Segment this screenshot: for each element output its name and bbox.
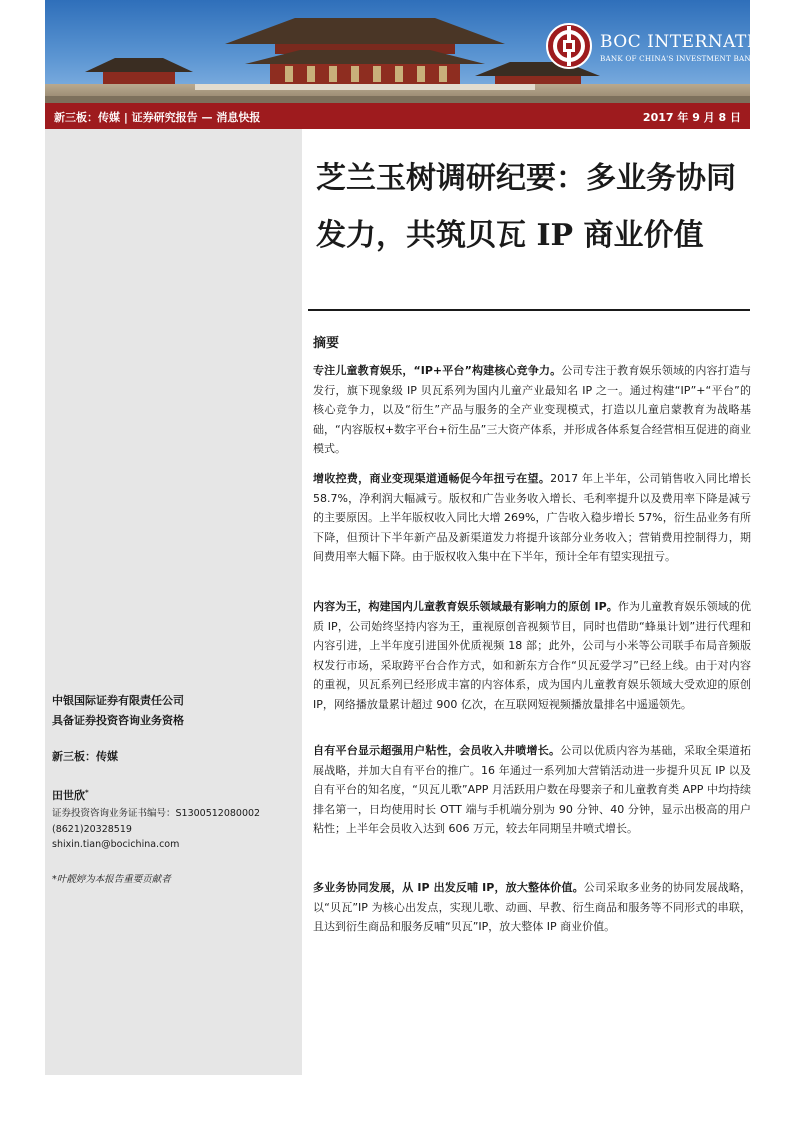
brand-name: BOC INTERNATIONAL — [600, 32, 808, 52]
summary-heading: 摘要 — [313, 336, 340, 351]
analyst-phone: (8621)20328519 — [52, 823, 132, 835]
company-name: 中银国际证券有限责任公司 — [52, 694, 184, 707]
category-bar — [45, 103, 750, 129]
section-lead: 增收控费，商业变现渠道通畅促今年扭亏在望。 — [313, 472, 551, 485]
contributor-note: *叶靓婷为本报告重要贡献者 — [52, 874, 171, 885]
summary-section — [313, 469, 751, 567]
sidebar — [45, 129, 302, 1075]
summary-section — [313, 597, 751, 714]
section-body: 公司专注于教育娱乐领域的内容打造与发行，旗下现象级 IP 贝瓦系列为国内儿童产业最知名 IP 之一。通过构建“IP”+“平台”的核心竞争力，以及“衍生”产品与服务的全产业变现模式，打造以儿童启蒙教育为战略基础，“内容版权+数字平台+衍生品”三大资产体系，并形成各体系复合经营相互促进的商业模式。 — [313, 364, 751, 455]
analyst-name — [52, 787, 89, 803]
title-divider — [308, 309, 750, 311]
analyst-email[interactable]: shixin.tian@bocichina.com — [52, 839, 180, 850]
section-lead: 内容为王，构建国内儿童教育娱乐领域最有影响力的原创 IP。 — [313, 600, 618, 613]
summary-section — [313, 878, 751, 937]
summary-section — [313, 741, 751, 839]
summary-section — [313, 361, 751, 459]
company-qualification: 具备证券投资咨询业务资格 — [52, 714, 184, 727]
section-body: 2017 年上半年，公司销售收入同比增长 58.7%，净利润大幅减亏。版权和广告业务收入增长、毛利率提升以及费用率下降是减亏的主要原因。上半年版权收入同比大增 269%，广告收入稳步增长 57%，衍生品业务有所下降，但预计下半年新产品及新渠道发力将提升该部分业务收入；营销费用控制得力，期间费用率大幅下降。由于版权收入集中在下半年，预计全年有望实现扭亏。 — [313, 472, 751, 563]
analyst-license: 证券投资咨询业务证书编号：S1300512080002 — [52, 808, 261, 819]
section-body: 公司采取多业务的协同发展战略，以“贝瓦”IP 为核心出发点，实现儿歌、动画、早教、衍生商品和服务等不同形式的串联，且达到衍生商品和服务反哺“贝瓦”IP，放大整体 IP 商业价值。 — [313, 881, 752, 933]
boc-logo-icon — [545, 22, 593, 70]
sector-label: 新三板：传媒 — [52, 750, 118, 763]
section-lead: 多业务协同发展，从 IP 出发反哺 IP，放大整体价值。 — [313, 881, 584, 894]
analyst-name-text: 田世欣 — [52, 789, 85, 802]
company-info — [52, 691, 184, 731]
analyst-mark: * — [85, 788, 89, 797]
boc-logo — [545, 22, 808, 72]
brand-subtitle: BANK OF CHINA'S INVESTMENT BANKING GROUP — [600, 54, 804, 63]
section-body: 作为儿童教育娱乐领域的优质 IP，公司始终坚持内容为王，重视原创音视频节目，同时也借助“蜂巢计划”进行代理和内容引进，上半年度引进国外优质视频 18 部；此外，公司与小米等公司联手布局音频版权发行市场，采取跨平台合作方式，如和新东方合作“贝瓦爱学习”已经上线。由于对内容的重视，贝瓦系列已经形成丰富的内容体系，成为国内儿童教育娱乐领域大受欢迎的原创 IP，网络播放量累计超过 900 亿次，在互联网短视频播放量排名中遥遥领先。 — [313, 600, 752, 711]
report-date: 2017 年 9 月 8 日 — [642, 111, 741, 124]
analyst-contact — [52, 806, 260, 853]
section-lead: 自有平台显示超强用户粘性，会员收入井喷增长。 — [313, 744, 561, 757]
section-body: 公司以优质内容为基础，采取全渠道拓展战略，并加大自有平台的推广。16 年通过一系列加大营销活动进一步提升贝瓦 IP 以及自有平台的知名度，“贝瓦儿歌”APP 月活跃用户数在母婴亲子和儿童教育类 APP 中均持续排名第一，日均使用时长 OTT 端与手机端分别为 90 分钟、40 分钟，显示出极高的用户粘性；上半年会员收入达到 606 万元，较去年同期呈井喷式增长。 — [313, 744, 752, 835]
report-category: 新三板：传媒 | 证券研究报告 — 消息快报 — [54, 111, 261, 124]
header-banner — [45, 0, 808, 103]
section-lead: 专注儿童教育娱乐，“IP+平台”构建核心竞争力。 — [313, 364, 562, 377]
report-title: 芝兰玉树调研纪要：多业务协同发力，共筑贝瓦 IP 商业价值 — [316, 161, 736, 253]
